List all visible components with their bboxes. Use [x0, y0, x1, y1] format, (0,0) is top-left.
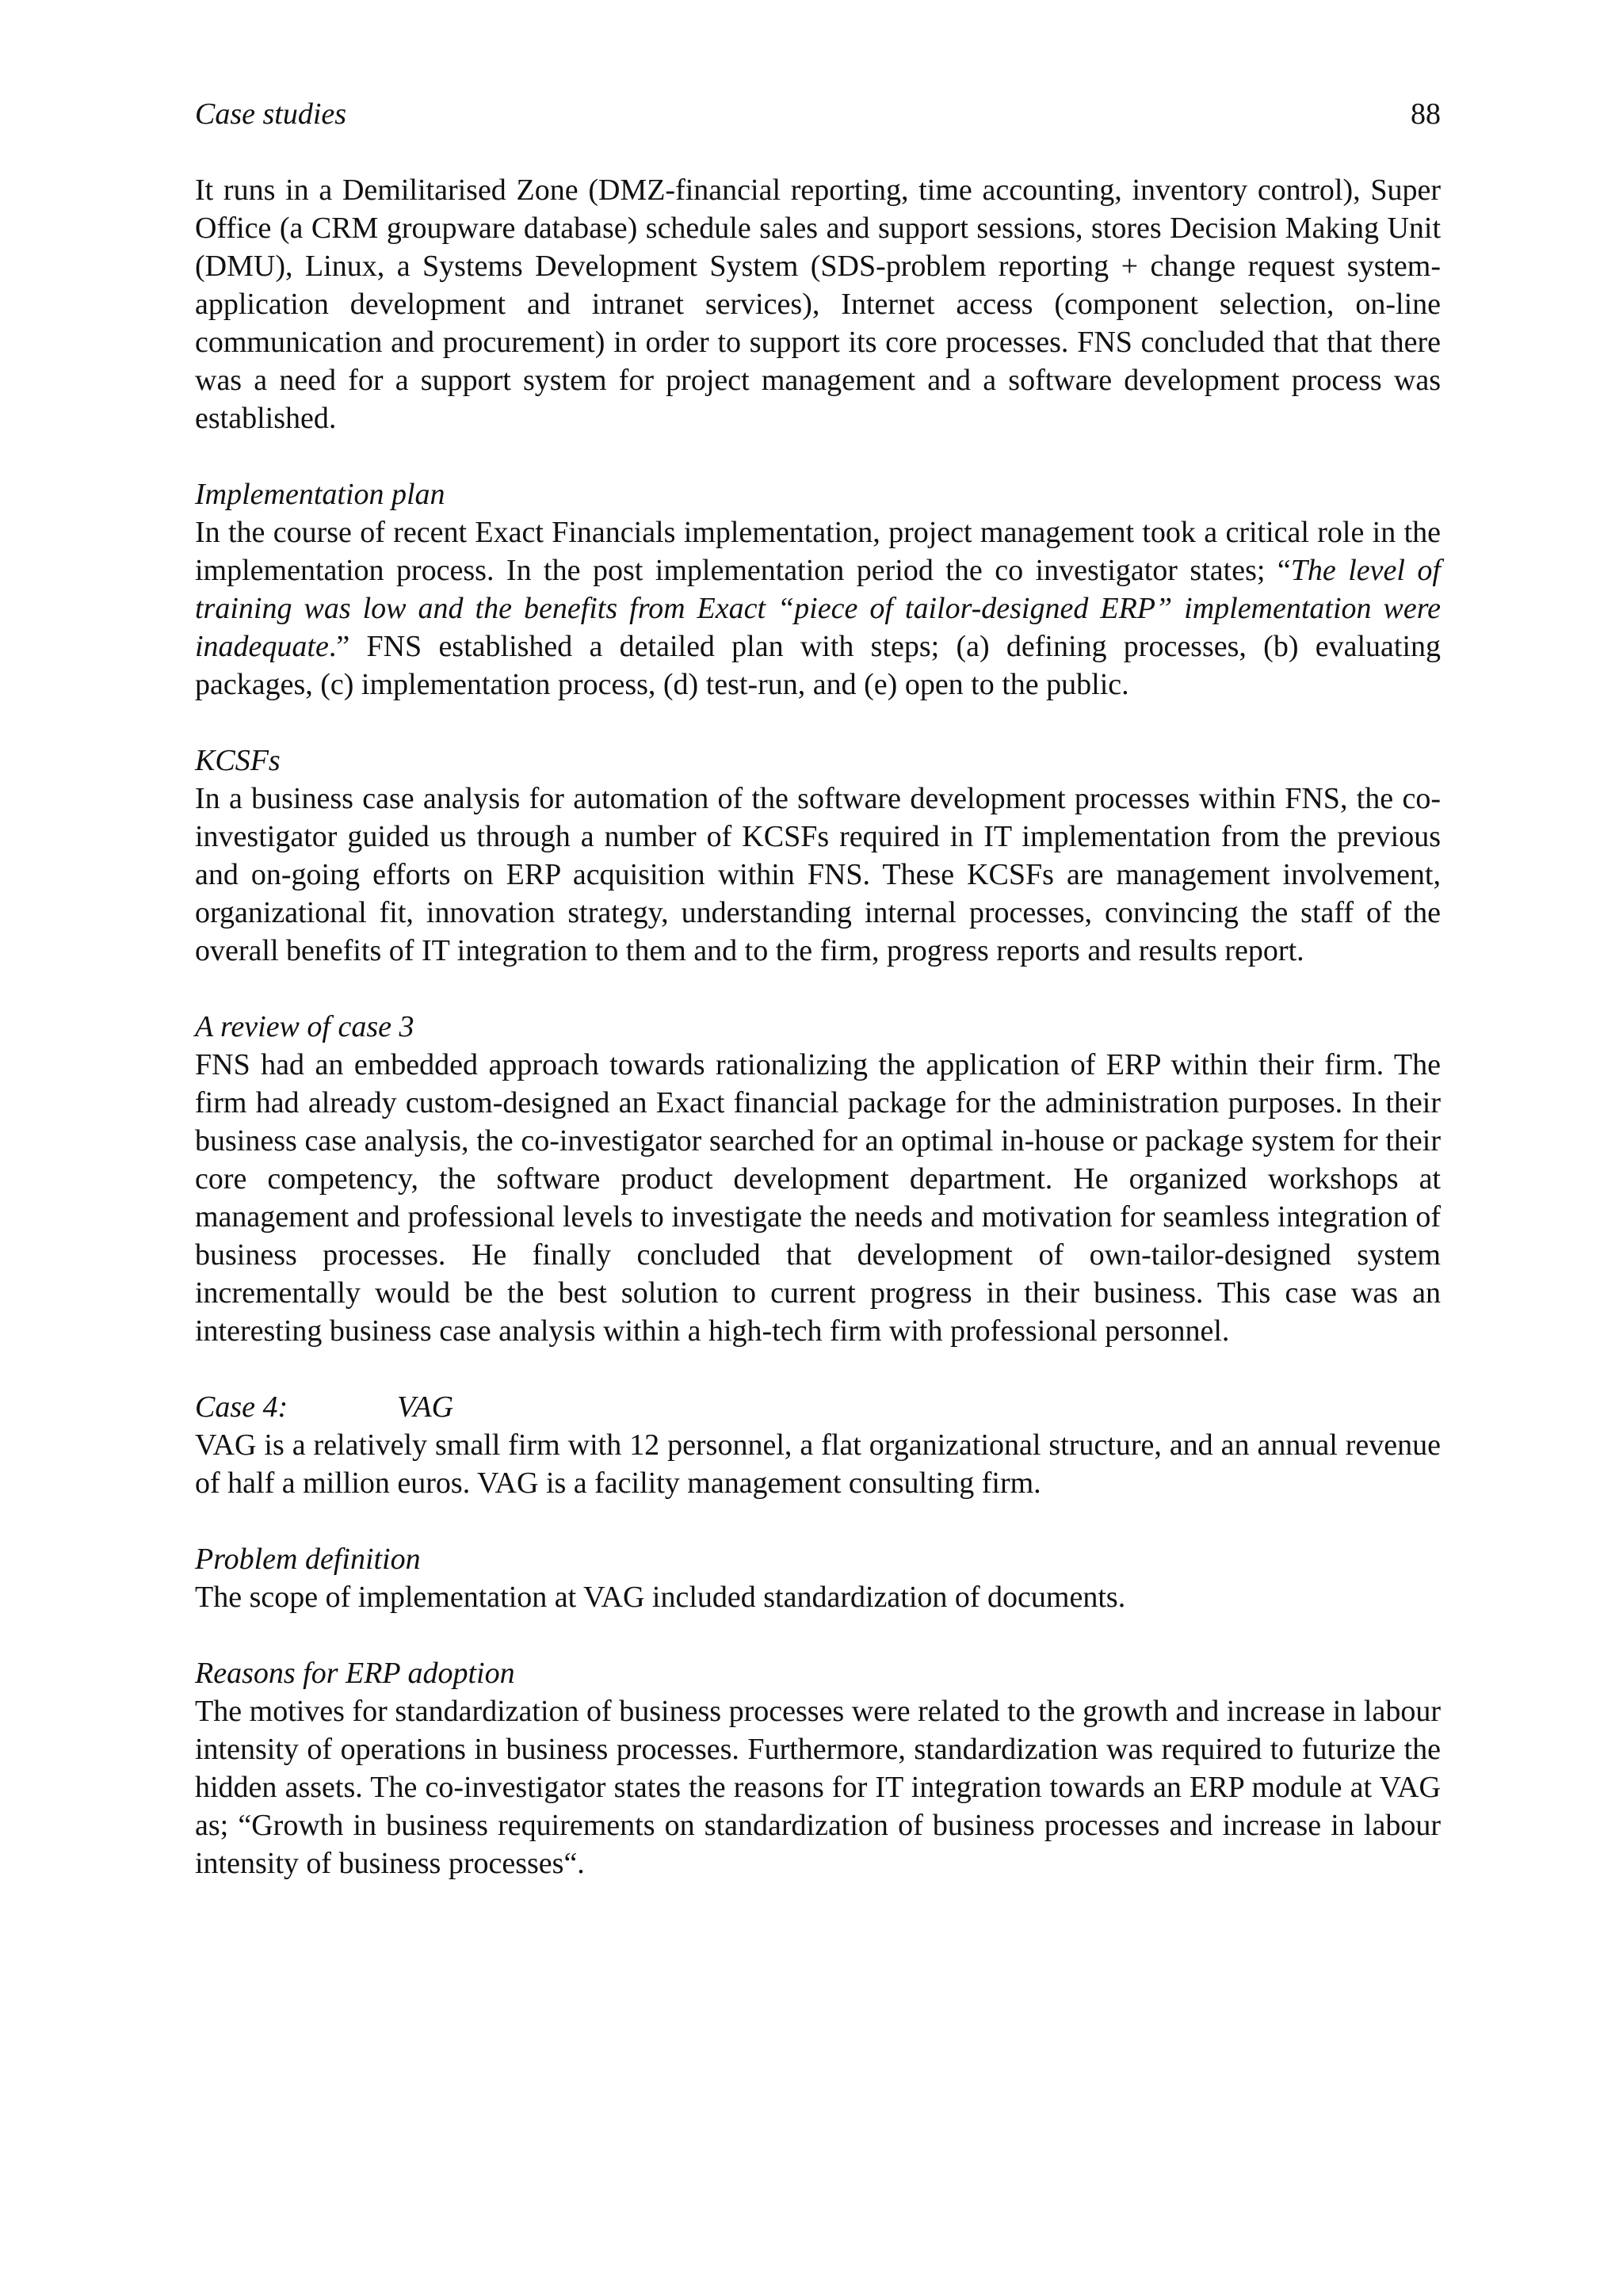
case-4-heading: [195, 1388, 1441, 1426]
paragraph-text: .” FNS established a detailed plan with steps; (a) defining processes, (b) evaluating packages, (c) implementation process, (d) test-run, and (e) open to the public.: [195, 630, 1441, 701]
running-header-title: Case studies: [195, 97, 347, 131]
running-header: [195, 95, 1441, 133]
review-case-3-paragraph: FNS had an embedded approach towards rationalizing the application of ERP within their firm. The firm had already custom-designed an Exact financial package for the administration purposes. In their business case analysis, the co-investigator searched for an optimal in-house or package system for their core competency, the software product development department. He organized workshops at management and professional levels to investigate the needs and motivation for seamless integration of business processes. He finally concluded that development of own-tailor-designed system incrementally would be the best solution to current progress in their business. This case was an interesting business case analysis within a high-tech firm with professional personnel.: [195, 1048, 1441, 1348]
section-implementation-plan: [195, 475, 1441, 704]
section-case-4: [195, 1388, 1441, 1502]
section-heading: Implementation plan: [195, 478, 445, 511]
implementation-plan-paragraph: [195, 513, 1441, 704]
page-number: 88: [1411, 97, 1441, 131]
paragraph-text: In the course of recent Exact Financials implementation, project management took a critical role in the implementation process. In the post implementation period the co investigator states; “: [195, 516, 1441, 587]
section-heading: Problem definition: [195, 1543, 421, 1576]
reasons-erp-paragraph: The motives for standardization of business processes were related to the growth and increase in labour intensity of operations in business processes. Furthermore, standardization was required to futurize the hidden assets. The co-investigator states the reasons for IT integration towards an ERP module at VAG as; “Growth in business requirements on standardization of business processes and increase in labour intensity of business processes“.: [195, 1695, 1441, 1880]
section-heading: KCSFs: [195, 744, 281, 777]
italic-quote: The level of training was low and the benefits from Exact “piece of tailor-designed ERP” implementation were inadequate: [195, 554, 1441, 663]
case-4-paragraph: VAG is a relatively small firm with 12 personnel, a flat organizational structure, and an annual revenue of half a million euros. VAG is a facility management consulting firm.: [195, 1428, 1441, 1500]
intro-paragraph: It runs in a Demilitarised Zone (DMZ-financial reporting, time accounting, inventory control), Super Office (a CRM groupware database) schedule sales and support sessions, stores Decision Making Unit (DMU), Linux, a Systems Development System (SDS-problem reporting + change request system-application development and intranet services), Internet access (component selection, on-line communication and procurement) in order to support its core processes. FNS concluded that that there was a need for a support system for project management and a software development process was established.: [195, 174, 1441, 435]
kcsfs-paragraph: In a business case analysis for automation of the software development processes within FNS, the co-investigator guided us through a number of KCSFs required in IT implementation from the previous and on-going efforts on ERP acquisition within FNS. These KCSFs are management involvement, organizational fit, innovation strategy, understanding internal processes, convincing the staff of the overall benefits of IT integration to them and to the firm, progress reports and results report.: [195, 782, 1441, 967]
section-heading: Reasons for ERP adoption: [195, 1657, 515, 1690]
section-review-case-3: [195, 1008, 1441, 1350]
section-reasons-erp-adoption: [195, 1654, 1441, 1882]
section-kcsfs: [195, 742, 1441, 970]
section-heading: A review of case 3: [195, 1010, 414, 1043]
case-label: Case 4:: [195, 1390, 288, 1424]
problem-definition-paragraph: The scope of implementation at VAG included standardization of documents.: [195, 1581, 1126, 1614]
section-problem-definition: [195, 1540, 1441, 1616]
document-page: [195, 95, 1441, 1882]
case-name: VAG: [397, 1390, 454, 1424]
